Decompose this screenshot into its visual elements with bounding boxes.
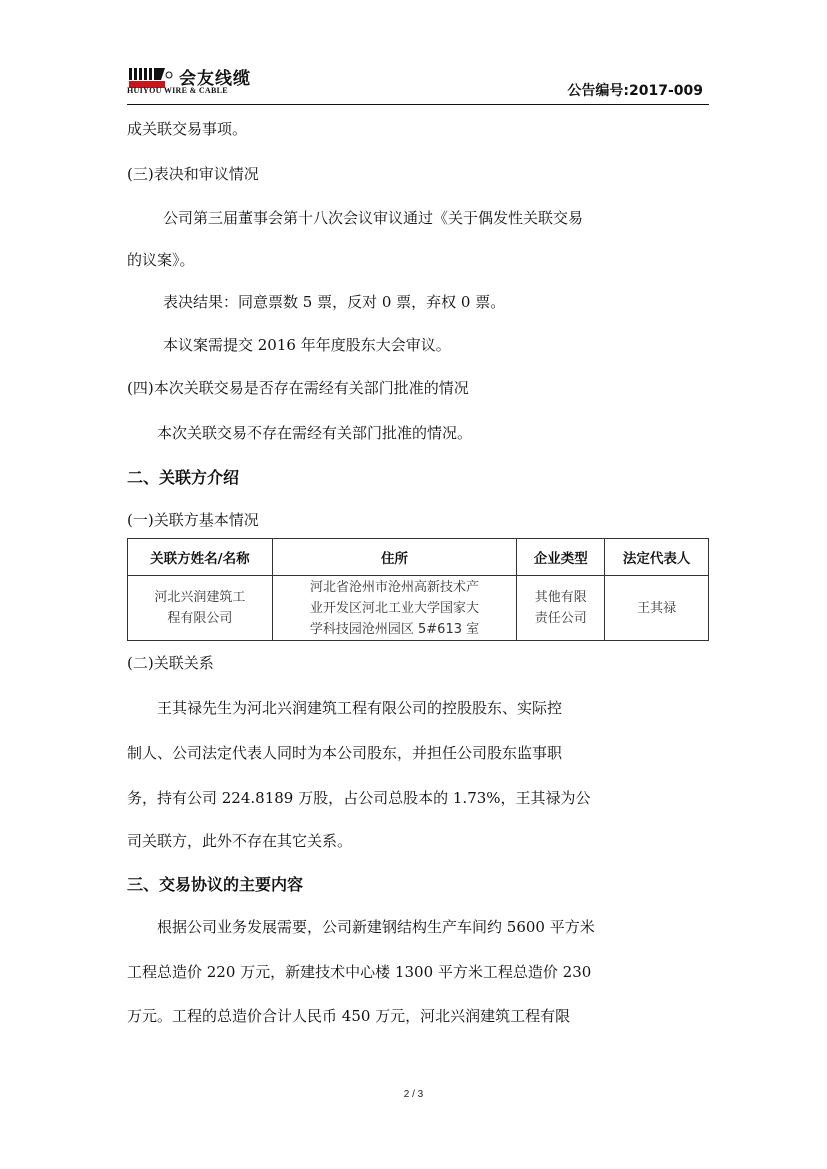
relationship-line1: 王其禄先生为河北兴润建筑工程有限公司的控股股东、实际控 <box>157 699 563 717</box>
cell-legal-representative: 王其禄 <box>605 576 709 641</box>
party-name-line1: 河北兴润建筑工 <box>154 590 246 605</box>
col-header-representative: 法定代表人 <box>605 539 709 576</box>
table-row <box>128 576 709 641</box>
company-logo <box>127 64 347 100</box>
submission-note: 本议案需提交 2016 年年度股东大会审议。 <box>163 336 451 354</box>
relationship-line2: 制人、公司法定代表人同时为本公司股东，并担任公司股东监事职 <box>127 744 563 762</box>
address-line2: 业开发区河北工业大学国家大 <box>310 600 480 616</box>
meeting-paragraph-line1: 公司第三届董事会第十八次会议审议通过《关于偶发性关联交易 <box>163 209 584 227</box>
address-line1: 河北省沧州市沧州高新技术产 <box>310 579 480 595</box>
page-header <box>127 64 707 104</box>
section-voting-title: (三)表决和审议情况 <box>127 165 259 183</box>
address-line3: 学科技园沧州园区 5#613 室 <box>309 621 480 637</box>
cell-address <box>272 576 517 641</box>
page-number: 2 / 3 <box>403 1089 424 1100</box>
type-line2: 责任公司 <box>534 611 587 626</box>
logo-subtitle: HUIYOU WIRE & CABLE <box>127 86 228 95</box>
subheading-basic-info: (一)关联方基本情况 <box>127 511 259 529</box>
continued-line: 成关联交易事项。 <box>127 120 248 138</box>
type-line1: 其他有限 <box>534 590 587 605</box>
relationship-line3: 务，持有公司 224.8189 万股，占公司总股本的 1.73%，王其禄为公 <box>127 789 591 807</box>
cell-enterprise-type <box>517 576 605 641</box>
header-divider <box>127 104 709 105</box>
party-name-line2: 程有限公司 <box>167 611 233 626</box>
vote-result: 表决结果：同意票数 5 票，反对 0 票，弃权 0 票。 <box>163 293 506 311</box>
col-header-name: 关联方姓名/名称 <box>128 539 273 576</box>
relationship-line4: 司关联方，此外不存在其它关系。 <box>127 832 353 850</box>
meeting-paragraph-line2: 的议案》。 <box>127 251 195 269</box>
agreement-line3: 万元。工程的总造价合计人民币 450 万元，河北兴润建筑工程有限 <box>127 1007 571 1025</box>
announcement-number: 公告编号:2017-009 <box>567 83 703 99</box>
cell-party-name <box>128 576 273 641</box>
approval-paragraph: 本次关联交易不存在需经有关部门批准的情况。 <box>157 424 473 442</box>
logo-name: 会友线缆 <box>179 69 251 89</box>
agreement-line1: 根据公司业务发展需要，公司新建钢结构生产车间约 5600 平方米 <box>157 918 595 936</box>
subheading-relationship: (二)关联关系 <box>127 654 214 672</box>
section-approval-title: (四)本次关联交易是否存在需经有关部门批准的情况 <box>127 379 469 397</box>
table-header-row <box>128 539 709 576</box>
col-header-address: 住所 <box>272 539 517 576</box>
agreement-line2: 工程总造价 220 万元，新建技术中心楼 1300 平方米工程总造价 230 <box>127 963 592 981</box>
heading-related-party: 二、关联方介绍 <box>127 468 240 487</box>
related-party-table <box>127 538 709 641</box>
col-header-type: 企业类型 <box>517 539 605 576</box>
heading-agreement: 三、交易协议的主要内容 <box>127 875 304 894</box>
